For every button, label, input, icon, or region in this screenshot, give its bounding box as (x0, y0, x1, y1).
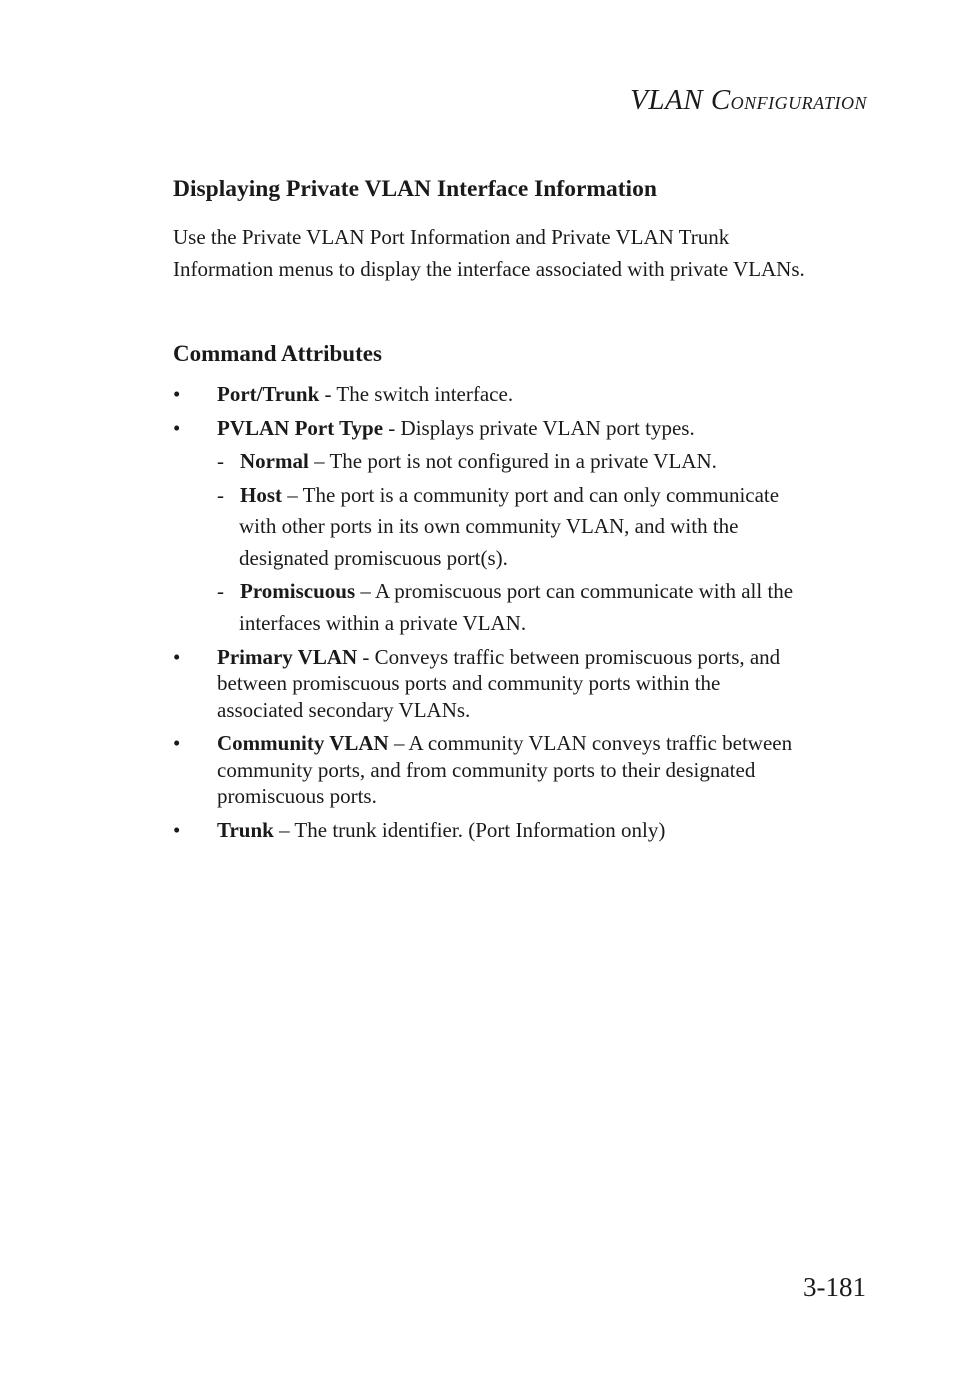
desc-community-vlan-1: – A community VLAN conveys traffic between (388, 731, 793, 755)
dash-host: - (217, 483, 224, 507)
desc-pvlan-port-type: - Displays private VLAN port types. (383, 416, 695, 440)
desc-host-1: – The port is a community port and can only communicate (282, 483, 780, 507)
bullet-trunk: • (173, 818, 181, 842)
item-host-line-1 (240, 482, 779, 509)
term-host: Host (240, 483, 282, 507)
item-primary-vlan-line-2: between promiscuous ports and community ports within the (217, 671, 721, 695)
item-community-vlan-line-1 (217, 730, 792, 757)
item-host-line-2: with other ports in its own community VLAN, and with the (239, 514, 739, 538)
desc-primary-vlan-1: - Conveys traffic between promiscuous ports, and (357, 645, 781, 669)
item-host-line-3: designated promiscuous port(s). (239, 546, 508, 570)
bullet-primary-vlan: • (173, 645, 181, 669)
desc-port-trunk: - The switch interface. (319, 382, 514, 406)
item-port-trunk (217, 381, 513, 408)
desc-promiscuous-1: – A promiscuous port can communicate with all the (355, 579, 794, 603)
item-normal (240, 448, 717, 475)
term-community-vlan: Community VLAN (217, 731, 389, 755)
term-port-trunk: Port/Trunk (217, 382, 320, 406)
item-community-vlan-line-3: promiscuous ports. (217, 784, 377, 808)
item-primary-vlan-line-1 (217, 644, 780, 671)
running-header-small: ONFIGURATION (730, 93, 867, 113)
running-header-cap: VLAN C (630, 84, 731, 116)
bullet-port-trunk: • (173, 382, 181, 406)
term-pvlan-port-type: PVLAN Port Type (217, 416, 384, 440)
dash-promiscuous: - (217, 579, 224, 603)
intro-paragraph: Use the Private VLAN Port Information and Private VLAN Trunk Information menus to display the interface associated with private VLANs. (173, 225, 805, 281)
bullet-pvlan-port-type: • (173, 416, 181, 440)
dash-normal: - (217, 449, 224, 473)
bullet-community-vlan: • (173, 731, 181, 755)
item-community-vlan-line-2: community ports, and from community ports to their designated (217, 758, 756, 782)
term-promiscuous: Promiscuous (240, 579, 356, 603)
term-primary-vlan: Primary VLAN (217, 645, 358, 669)
term-normal: Normal (240, 449, 309, 473)
item-promiscuous-line-1 (240, 578, 793, 605)
term-trunk: Trunk (217, 818, 274, 842)
item-pvlan-port-type (217, 415, 695, 442)
desc-trunk: – The trunk identifier. (Port Information only) (273, 818, 666, 842)
item-trunk (217, 817, 665, 844)
desc-normal: – The port is not configured in a private VLAN. (308, 449, 717, 473)
command-attributes-title: Command Attributes (173, 341, 382, 366)
section-title: Displaying Private VLAN Interface Information (173, 176, 657, 202)
item-promiscuous-line-2: interfaces within a private VLAN. (239, 611, 527, 635)
running-header (630, 84, 867, 117)
item-primary-vlan-line-3: associated secondary VLANs. (217, 698, 471, 722)
page-number: 3-181 (803, 1272, 866, 1302)
